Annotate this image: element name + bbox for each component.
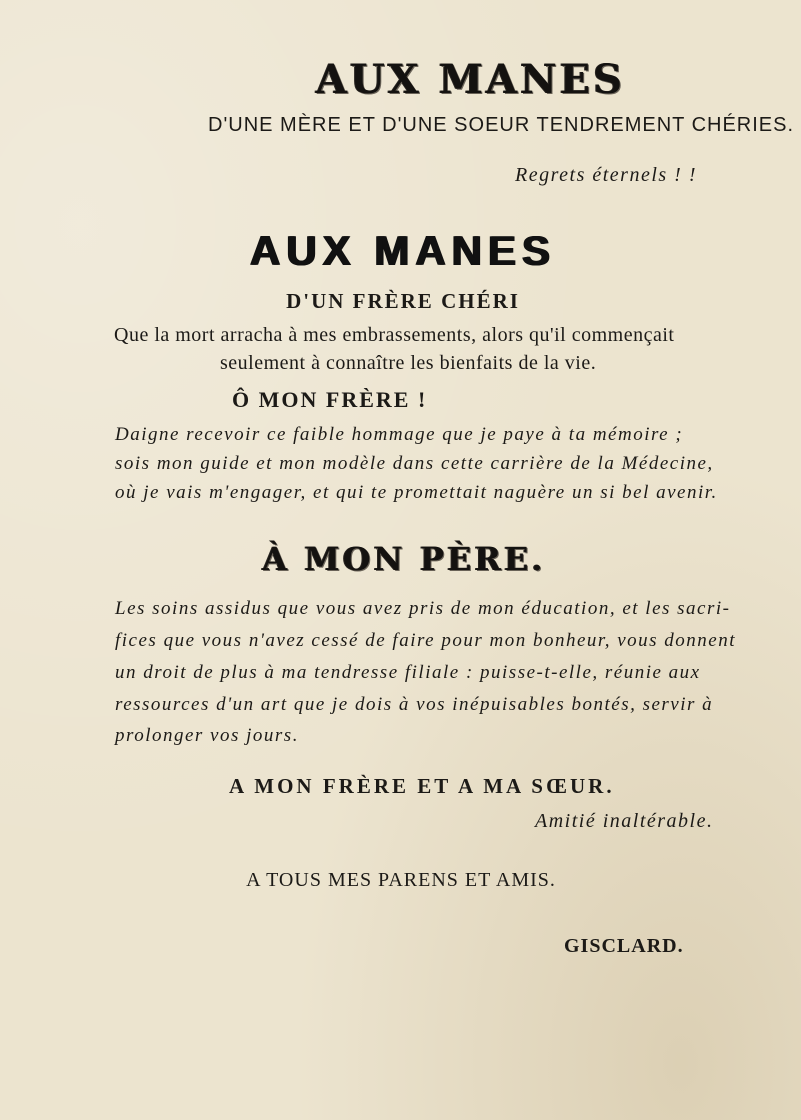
father-line-1: Les soins assidus que vous avez pris de mon éducation, et les sacri- (115, 598, 731, 619)
brother-body-line-1: Que la mort arracha à mes embrassements, alors qu'il commençait (114, 324, 675, 346)
father-line-3: un droit de plus à ma tendresse filiale : puisse-t-elle, réunie aux (115, 662, 701, 683)
dedication-mother-sister-title: AUX MANES (316, 56, 626, 103)
dedication-brother-subtitle: D'UN FRÈRE CHÉRI (286, 289, 520, 313)
dedication-mother-sister-subtitle: D'UNE MÈRE ET D'UNE SOEUR TENDREMENT CHÉRIES. (208, 114, 795, 136)
dedication-relatives-friends: A TOUS MES PARENS ET AMIS. (246, 869, 556, 891)
brother-verse-line-3: où je vais m'engager, et qui te promettait naguère un si bel avenir. (115, 482, 718, 503)
brother-verse-line-1: Daigne recevoir ce faible hommage que je paye à ta mémoire ; (115, 424, 684, 445)
brother-body-line-2: seulement à connaître les bienfaits de la vie. (220, 352, 597, 374)
father-line-5: prolonger vos jours. (115, 725, 299, 746)
dedication-father-title: À MON PÈRE. (262, 540, 546, 578)
epigraph-regrets: Regrets éternels ! ! (515, 164, 697, 186)
brother-address: Ô MON FRÈRE ! (232, 387, 428, 412)
father-line-4: ressources d'un art que je dois à vos inépuisables bontés, servir à (115, 694, 714, 715)
author-signature: GISCLARD. (564, 935, 684, 957)
father-line-2: fices que vous n'avez cessé de faire pour mon bonheur, vous donnent (115, 630, 736, 651)
dedication-brother-title: AUX MANES (249, 227, 557, 274)
dedication-brother-sister-title: A MON FRÈRE ET A MA SŒUR. (229, 774, 615, 798)
brother-verse-line-2: sois mon guide et mon modèle dans cette carrière de la Médecine, (115, 453, 714, 474)
epigraph-amitie: Amitié inaltérable. (535, 810, 714, 832)
